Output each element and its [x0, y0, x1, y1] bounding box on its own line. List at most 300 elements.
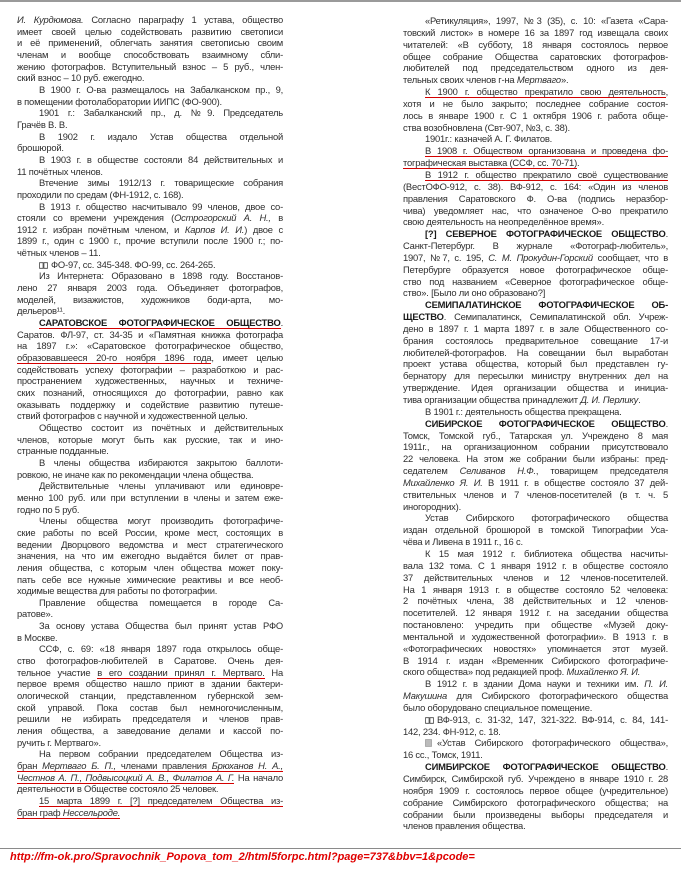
- text-segment: стояли со времени учреждения (: [17, 212, 175, 224]
- text-segment: Томск, Томской губ., Татарская ул. Учреждено 8 мая: [403, 429, 668, 441]
- text-line: [403, 797, 668, 809]
- text-line: [403, 358, 668, 370]
- text-segment: ручить г. Мертваго».: [17, 736, 101, 748]
- text-line: [17, 574, 283, 586]
- text-line: [17, 667, 283, 679]
- text-line: [403, 584, 668, 596]
- text-line: [403, 335, 668, 347]
- paragraph: [403, 169, 668, 228]
- text-segment: собрание Симбирского фотографического общества; на: [403, 796, 668, 808]
- text-line: [17, 748, 283, 760]
- text-segment: ствительных членов и 7 членов-посетителей (в т. ч. 5: [403, 488, 668, 500]
- paragraph: [17, 515, 283, 597]
- text-line: [17, 294, 283, 306]
- section-heading: [?] СЕВЕРНОЕ ФОТОГРАФИЧЕСКОЕ ОБЩЕСТВО: [425, 228, 666, 240]
- underlined-text: тографическая выставка (ССФ, сс. 70-71): [403, 157, 577, 169]
- text-line: [403, 809, 668, 821]
- text-line: [17, 142, 283, 154]
- text-segment: пространением художественных, научных и техниче-: [17, 375, 283, 387]
- text-segment: 1911г., на организационном собрании присутствовало: [403, 441, 668, 453]
- text-line: [403, 51, 668, 63]
- text-line: [403, 655, 668, 667]
- text-line: [403, 619, 668, 631]
- text-segment: собрании были произведены выборы председателя и: [403, 808, 668, 820]
- text-segment: В 1912 г. в здании Дома науки и техники им.: [425, 678, 645, 690]
- text-line: [17, 107, 283, 119]
- text-line: [17, 72, 283, 84]
- text-segment: На первом собрании председателем Общества из-: [39, 748, 283, 760]
- text-line: [17, 562, 283, 574]
- paragraph: [17, 270, 283, 317]
- text-line: [403, 252, 668, 264]
- paragraph: [403, 406, 668, 418]
- text-segment: Санкт-Петербург. В журнале «Фотограф-любитель»,: [403, 240, 668, 252]
- text-line: [17, 772, 283, 784]
- text-line: [403, 323, 668, 335]
- text-segment: Петербурге образуется новое фотографическое обще-: [403, 263, 668, 275]
- text-segment: общее собрание Общества саратовских фотографов-: [403, 50, 668, 62]
- paragraph: [17, 177, 283, 200]
- text-segment: ства возобновлена (Свт-907, №3, с. 38).: [403, 121, 570, 133]
- text-line: [403, 299, 668, 311]
- paragraph: [403, 512, 668, 548]
- source-url[interactable]: http://fm-ok.pro/Spravochnik_Popova_tom_2/html5forpc.html?page=737&bbv=1&pcode=: [10, 851, 475, 863]
- text-segment: 22 человека. На этом же собрании были избраны: пред-: [403, 453, 668, 465]
- text-segment: 1901г.: казначей А. Г. Филатов.: [425, 133, 553, 145]
- text-segment: 37 действительных членов и 12 членов-посетителей.: [403, 571, 668, 583]
- text-segment: Действительные члены уплачивают или единовре-: [39, 480, 283, 492]
- text-line: [17, 387, 283, 399]
- paragraph: [17, 154, 283, 177]
- underlined-text: 15 марта 1899 г. [?] председателем Общества из-: [39, 794, 283, 806]
- text-segment: значения, на что им ежегодно выдаётся билет от прав-: [17, 550, 283, 562]
- book-icon: [425, 715, 434, 722]
- text-line: [17, 620, 283, 632]
- text-segment: вала 132 тома. С 1 января 1912 г. в обществе состояло: [403, 559, 668, 571]
- text-segment: ходимые вещества для работы по фотографии.: [17, 585, 218, 597]
- text-segment: странные подданные.: [17, 445, 109, 457]
- text-line: [403, 27, 668, 39]
- text-line: [403, 311, 668, 323]
- text-segment: ских познаний, относящихся до фотографии, равно как: [17, 387, 283, 398]
- text-segment: Михайленко Я. И.: [403, 476, 483, 488]
- text-segment: 1899 г., один с 1900 г., прочие вступили после 1900 г.; по-: [17, 235, 283, 247]
- text-segment: было оборудовано специальное помещение.: [403, 701, 593, 713]
- text-segment: ноября 1909 г. состоялось первое общее (учредительное): [403, 784, 668, 796]
- text-segment: чёва и Ливена в 1911 г., 16 с.: [403, 536, 523, 548]
- text-segment: имеет своей целью содействовать развитию светописи: [17, 25, 283, 37]
- text-segment: На: [264, 666, 284, 678]
- text-line: [17, 702, 283, 714]
- text-line: [17, 469, 283, 481]
- text-segment: , имеет целью: [211, 352, 284, 364]
- text-segment: ВФ-913, с. 31-32, 147, 321-322. ВФ-914, с. 84, 141-: [437, 713, 668, 725]
- text-line: [403, 477, 668, 489]
- text-segment: Макушина: [403, 690, 448, 702]
- text-segment: решили не избирать председателя и членов прав-: [17, 713, 283, 725]
- text-line: [403, 489, 668, 501]
- section-heading: САРАТОВСКОЕ ФОТОГРАФИЧЕСКОЕ ОБЩЕСТВО: [39, 317, 281, 329]
- text-segment: .: [280, 317, 283, 329]
- text-line: [17, 713, 283, 725]
- text-line: [403, 820, 668, 832]
- text-line: [403, 524, 668, 536]
- text-line: [17, 655, 283, 667]
- text-segment: 16 сс., Томск, 1911.: [403, 749, 483, 761]
- text-line: [403, 737, 668, 749]
- text-segment: 1912 г. избран почётным членом, и: [17, 223, 185, 235]
- text-segment: Из Интернета: Образовано в 1898 году. Восстанов-: [39, 270, 283, 282]
- underlined-text: Брюханов Н. А.,: [211, 760, 283, 771]
- text-segment: лось в январе 1900 г. С 1 октября 1906 г. работа обще-: [403, 109, 668, 121]
- text-segment: моделей, визажистов, художников боди-арта, мо-: [17, 293, 283, 305]
- text-segment: любителей под председательством одного из дея-: [403, 62, 668, 74]
- text-line: [403, 110, 668, 122]
- text-line: [403, 702, 668, 714]
- text-segment: «Фотографических новостях» упоминается этот музей.: [403, 642, 668, 654]
- text-segment: иногородних).: [403, 500, 461, 512]
- text-segment: Члены общества могут производить фотографиче-: [39, 515, 283, 527]
- text-segment: в помещении фотолаборатории ИИПС (ФО-900).: [17, 95, 222, 107]
- text-segment: ровкою, не иначе как по рекомендации члена общества.: [17, 468, 254, 480]
- text-segment: брошюрой.: [17, 142, 64, 154]
- text-line: [403, 205, 668, 217]
- text-segment: П. И.: [644, 678, 668, 690]
- text-segment: В 1901 г.: деятельность общества прекращена.: [425, 405, 622, 417]
- left-column: [17, 14, 283, 818]
- text-line: [17, 795, 283, 807]
- underlined-text: Нессельроде.: [62, 806, 121, 818]
- text-line: [403, 216, 668, 228]
- text-line: [17, 235, 283, 247]
- text-line: [17, 37, 283, 49]
- text-segment: Карпов И. И.: [184, 223, 245, 235]
- text-line: [17, 725, 283, 737]
- text-segment: С. М. Прокудин-Горский: [488, 251, 593, 263]
- text-line: [403, 453, 668, 465]
- text-line: [403, 430, 668, 442]
- text-line: [403, 157, 668, 169]
- text-line: [17, 212, 283, 224]
- underlined-text: бран граф: [17, 806, 63, 818]
- text-line: [17, 515, 283, 527]
- text-line: [403, 122, 668, 134]
- text-segment: для Сибирского фотографического общества: [447, 690, 668, 702]
- paragraph: [17, 795, 283, 818]
- text-line: [17, 410, 283, 422]
- underlined-text: Мертваго Б. П.,: [42, 760, 116, 771]
- text-segment: 1901 г.: Забалканский пр., д. №9. Председатель: [39, 107, 283, 119]
- paragraph: [17, 201, 283, 259]
- text-segment: постановлено: учредить при обществе «Музей доку-: [403, 619, 668, 631]
- text-segment: ФО-97, сс. 345-348. ФО-99, сс. 264-265.: [51, 258, 216, 270]
- text-line: [403, 39, 668, 51]
- text-line: [403, 595, 668, 607]
- text-segment: В 1900 г. О-ва размещалось на Забалканском пр., 9,: [39, 83, 283, 95]
- text-segment: проходили по средам (ФН-1912, с. 168).: [17, 188, 184, 200]
- paragraph: [403, 145, 668, 169]
- section-heading: СИМБИРСКОЕ ФОТОГРАФИЧЕСКОЕ ОБЩЕСТВО: [425, 761, 666, 773]
- paragraph: [17, 131, 283, 154]
- text-segment: ,: [665, 86, 668, 98]
- text-line: [403, 181, 668, 193]
- section-heading: СИБИРСКОЕ ФОТОГРАФИЧЕСКОЕ ОБЩЕСТВО: [425, 417, 666, 429]
- text-segment: Устав Сибирского фотографического общества: [425, 512, 668, 524]
- text-segment: первое время общество нашло приют в здании бактери-: [17, 678, 283, 690]
- text-line: [17, 445, 283, 457]
- text-line: [403, 287, 668, 299]
- text-segment: .: [577, 157, 580, 169]
- text-line: [17, 527, 283, 539]
- text-segment: годно по 5 руб.: [17, 503, 80, 515]
- text-line: [403, 276, 668, 288]
- text-line: [17, 690, 283, 702]
- text-line: [403, 15, 668, 27]
- text-segment: На 1 января 1913 г. в обществе состояло 52 человека:: [403, 583, 668, 595]
- text-line: [403, 228, 668, 240]
- paragraph: [403, 714, 668, 738]
- text-segment: сообщает, что в: [592, 251, 668, 263]
- text-segment: В 1913 г. общество насчитывало 99 членов, двое со-: [39, 200, 283, 212]
- text-segment: оказывать поддержку и содействие развитию путеше-: [17, 398, 283, 410]
- text-line: [403, 264, 668, 276]
- text-line: [403, 761, 668, 773]
- text-segment: ского общества» под редакцией проф.: [403, 666, 567, 678]
- text-segment: Втечение зимы 1912/13 г. товарищеские собрания: [39, 177, 283, 189]
- text-segment: «Устав Сибирского фотографического общества»,: [437, 737, 668, 749]
- text-segment: И. Курдюмова.: [17, 14, 84, 25]
- text-segment: Саратов. ФЛ-97, ст. 34-35 и «Памятная книжка фотографа: [17, 328, 283, 340]
- text-segment: и её применений, облегчать занятия светописью своим: [17, 37, 283, 49]
- text-segment: чива) уведомляет нас, что означеное О-во прекратило: [403, 204, 668, 216]
- text-segment: .: [665, 417, 668, 429]
- text-line: [403, 690, 668, 702]
- text-segment: членов, которые могут быть как русские, так и ино-: [17, 433, 283, 445]
- paragraph: [17, 422, 283, 457]
- text-segment: .: [665, 228, 668, 240]
- text-line: [17, 340, 283, 352]
- text-segment: ологической станции, представленном губернской зем-: [17, 690, 283, 702]
- text-line: [403, 572, 668, 584]
- text-line: [403, 193, 668, 205]
- text-segment: ствий фотографов с научной и художественной целью.: [17, 410, 248, 422]
- paragraph: [17, 597, 283, 620]
- underlined-text: членами правления: [115, 760, 212, 771]
- text-segment: Мертваго: [516, 74, 561, 86]
- text-line: [403, 501, 668, 513]
- text-line: [403, 370, 668, 382]
- text-segment: читателей: «В субботу, 18 января состоялось первое: [403, 38, 668, 50]
- text-line: [403, 86, 668, 98]
- text-line: [17, 166, 283, 178]
- text-line: [17, 282, 283, 294]
- text-segment: в: [270, 212, 283, 224]
- text-line: [17, 270, 283, 282]
- text-line: [403, 240, 668, 252]
- text-segment: брания состоялось предварительное совещание 17-и: [403, 334, 668, 346]
- text-line: [403, 418, 668, 430]
- text-segment: на 1897 г.»: «Саратовское фотографическое общество,: [17, 340, 283, 352]
- text-segment: утверждение. Идея организации общества и инициа-: [403, 382, 668, 394]
- text-line: [17, 539, 283, 551]
- paragraph: [17, 107, 283, 130]
- text-segment: 1907, №7, с. 195,: [403, 251, 489, 263]
- text-segment: членам и вообще способствовать взаимному сбли-: [17, 48, 283, 60]
- text-line: [17, 585, 283, 597]
- text-line: [17, 504, 283, 516]
- text-line: [403, 643, 668, 655]
- text-line: [403, 441, 668, 453]
- text-line: [17, 329, 283, 341]
- text-segment: ментальной и художественной фотографии». В 1913 г. в: [403, 630, 668, 642]
- text-line: [17, 177, 283, 189]
- paragraph: [403, 299, 668, 406]
- text-segment: свою деятельность на неопределённое время».: [403, 216, 604, 228]
- text-line: [403, 394, 668, 406]
- text-segment: ССФ, с. 69: «18 января 1897 года открылось обще-: [39, 643, 283, 655]
- paragraph: [403, 228, 668, 299]
- text-line: [17, 807, 283, 819]
- book-icon: [39, 260, 48, 267]
- footer-divider: [0, 848, 681, 849]
- text-segment: ство». [Было ли оно образовано?]: [403, 287, 546, 299]
- text-segment: правления Саратовского Ф. О-ва (подпись неразбор-: [403, 192, 668, 204]
- text-segment: В 1902 г. издало Устав общества отдельной: [39, 130, 283, 142]
- paragraph: [17, 84, 283, 107]
- text-segment: членов правления общества.: [403, 820, 526, 832]
- text-segment: посетителей. 12 января 1912 г. на заседании общества: [403, 607, 668, 619]
- text-line: [403, 785, 668, 797]
- text-line: [17, 154, 283, 166]
- text-segment: пать себе все нужные химические реактивы и все необ-: [17, 573, 283, 585]
- text-segment: хотя и не было закрыто; последнее собрание состоя-: [403, 97, 668, 109]
- text-line: [17, 352, 283, 364]
- text-segment: седателем: [403, 465, 460, 477]
- text-line: [17, 84, 283, 96]
- text-segment: тива организации общества принадлежит: [403, 394, 581, 405]
- underlined-text: бран: [17, 760, 43, 771]
- text-segment: ».: [560, 74, 569, 86]
- text-segment: .: [665, 761, 668, 773]
- paragraph: [17, 643, 283, 748]
- text-line: [17, 399, 283, 411]
- text-line: [17, 189, 283, 201]
- text-line: [403, 714, 668, 726]
- text-segment: Симбирск, Симбирской губ. Учреждено в январе 1910 г. 28: [403, 773, 668, 784]
- text-segment: ) двое с: [244, 223, 283, 235]
- text-segment: «Ретикуляция», 1997, №3 (35), с. 10: «Газета «Сара-: [425, 15, 668, 26]
- text-segment: Д. И. Перлику: [580, 394, 639, 405]
- text-line: [17, 96, 283, 108]
- underlined-text: В 1912 г. общество прекратило своё существование: [425, 168, 668, 180]
- paragraph: [17, 748, 283, 795]
- text-segment: За основу устава Общества был принят устав РФО: [39, 620, 283, 632]
- text-line: [403, 512, 668, 524]
- text-line: [17, 760, 283, 772]
- text-segment: Правление общества помещается в городе Са-: [39, 596, 283, 608]
- text-segment: любителей-фотографов. На совещании был выработан: [403, 346, 668, 358]
- text-line: [17, 119, 283, 131]
- text-segment: , товарищем председателя: [535, 465, 668, 477]
- text-line: [17, 305, 283, 317]
- text-segment: В 1903 г. в обществе состояли 84 действительных и: [39, 153, 283, 165]
- paragraph: [17, 14, 283, 84]
- text-segment: тельное участие: [17, 666, 98, 678]
- underlined-text: В 1908 г. Обществом организована и проведена фо-: [425, 145, 668, 157]
- section-heading: СЕМИПАЛАТИНСКОЕ ФОТОГРАФИЧЕСКОЕ ОБ-: [425, 299, 668, 311]
- section-heading: ЩЕСТВО: [403, 311, 444, 323]
- text-segment: . Семипалатинск, Семипалатинской обл. Учреж-: [443, 311, 668, 323]
- text-line: [403, 382, 668, 394]
- text-line: [17, 492, 283, 504]
- text-segment: дено в 1897 г. 1 марта 1897 г. в зале Общественного со-: [403, 322, 668, 334]
- text-line: [17, 247, 283, 259]
- text-line: [403, 347, 668, 359]
- text-segment: В 1911 г. в обществе состояло 37 дей-: [482, 476, 668, 488]
- text-segment: Общество состоит из почётных и действительных: [39, 421, 283, 433]
- text-line: [403, 773, 668, 785]
- text-line: [17, 632, 283, 644]
- text-line: [403, 607, 668, 619]
- underlined-text: К 1900 г. общество прекратило свою деятельность: [425, 86, 666, 98]
- text-line: [403, 666, 668, 678]
- underlined-text: в его создании принял г. Мертваго.: [97, 666, 265, 678]
- text-line: [17, 480, 283, 492]
- text-segment: проект устава общества, который был представлен гу-: [403, 358, 668, 370]
- text-line: [17, 375, 283, 387]
- text-line: [403, 536, 668, 548]
- paragraph: [17, 317, 283, 422]
- text-segment: 11 почётных членов.: [17, 165, 103, 177]
- text-segment: содействовать успеху фотографии – разработкою и рас-: [17, 363, 283, 375]
- text-segment: Селиванов Н.Ф.: [459, 465, 536, 477]
- text-segment: тельных своих членов г-на: [403, 74, 517, 86]
- text-line: [17, 14, 283, 26]
- text-line: [403, 678, 668, 690]
- text-line: [17, 608, 283, 620]
- text-line: [17, 131, 283, 143]
- text-segment: ведении Дворцового ведомства и мест стратегического: [17, 538, 283, 550]
- paragraph: [17, 259, 283, 271]
- text-line: [403, 465, 668, 477]
- text-line: [17, 224, 283, 236]
- text-segment: ратове».: [17, 608, 53, 620]
- text-line: [403, 133, 668, 145]
- text-line: [17, 49, 283, 61]
- text-segment: ления общества, а заведование делами и кассой по-: [17, 725, 283, 737]
- text-line: [17, 643, 283, 655]
- text-segment: ский взнос – 10 руб. ежегодно.: [17, 72, 145, 84]
- text-segment: (ВестОФО-912, с. 38). ВФ-912, с. 164: «Один из членов: [403, 180, 668, 192]
- text-line: [403, 726, 668, 738]
- text-segment: Михайленко Я. И.: [566, 666, 641, 678]
- text-line: [17, 61, 283, 73]
- text-segment: Грачёв В. В.: [17, 118, 68, 130]
- top-border: [0, 0, 681, 2]
- text-segment: товский листок» в номере 16 за 1897 год извещала своих: [403, 26, 668, 38]
- text-line: [403, 406, 668, 418]
- text-line: [17, 26, 283, 38]
- text-segment: ство фотографов-любителей в Саратове. Очень дея-: [17, 655, 283, 667]
- paragraph: [17, 620, 283, 643]
- text-segment: .: [638, 394, 641, 405]
- text-line: [17, 434, 283, 446]
- text-segment: ской управой. Пока состав был немногочисленным,: [17, 701, 283, 713]
- text-line: [17, 259, 283, 271]
- underlined-text: Честнов А. П., Подвысоцкий А. В., Филатов А. Г.: [17, 771, 235, 783]
- text-segment: чётных членов – 11.: [17, 247, 101, 259]
- text-segment: ство под названием «Северное фотографическое обще-: [403, 275, 668, 287]
